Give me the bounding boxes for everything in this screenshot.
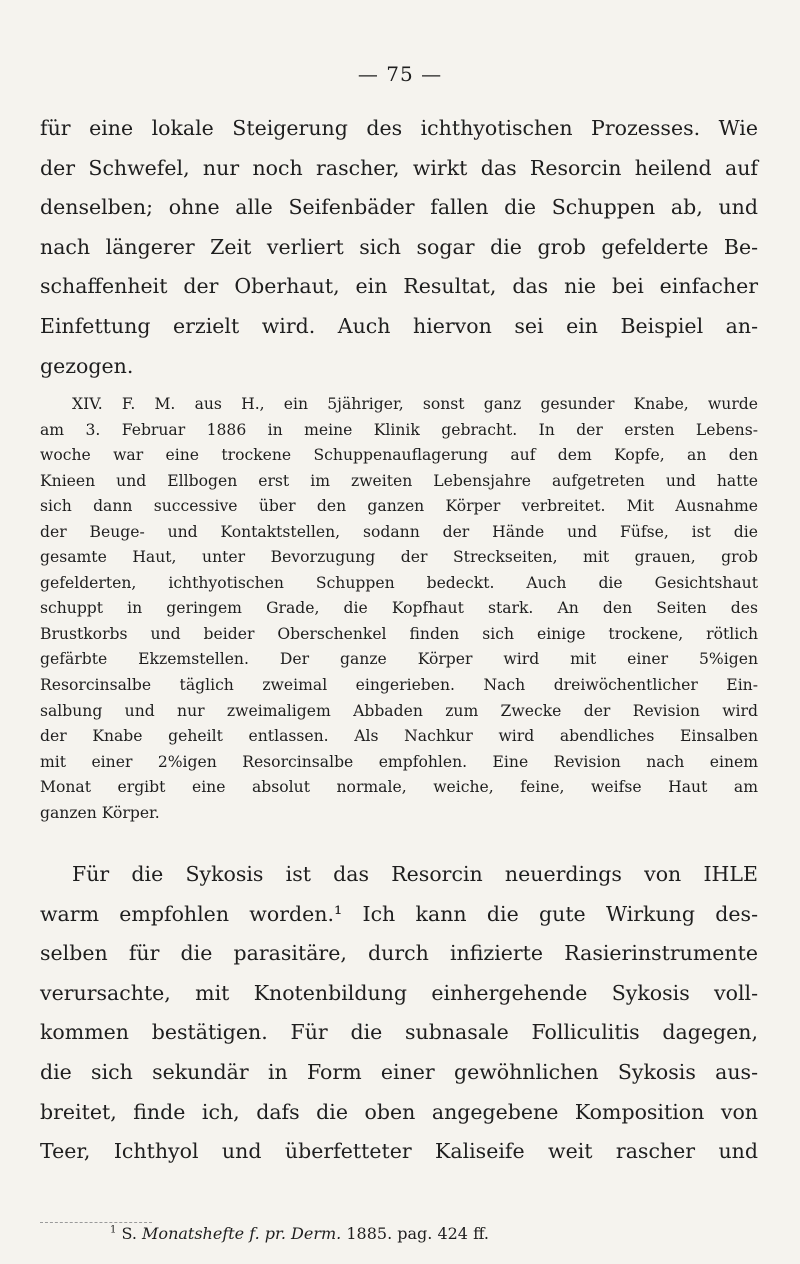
- text-line: gefärbte Ekzemstellen. Der ganze Körper wird mit einer 5%igen: [40, 650, 758, 669]
- text-line: Knieen und Ellbogen erst im zweiten Lebensjahre aufgetreten und hatte: [40, 471, 758, 490]
- text-line: der Beuge- und Kontaktstellen, sodann der Hände und Füfse, ist die: [40, 522, 758, 541]
- text-line: breitet, finde ich, dafs die oben angegebene Komposition von: [40, 1099, 758, 1124]
- text-line: warm empfohlen worden.¹ Ich kann die gute Wirkung des-: [40, 901, 758, 926]
- text-line: verursachte, mit Knotenbildung einhergehende Sykosis voll-: [40, 980, 758, 1005]
- footnote-prefix: S.: [121, 1224, 137, 1243]
- text-line: Einfettung erzielt wird. Auch hiervon sei ein Beispiel an-: [40, 313, 758, 338]
- footnote-journal: Monatshefte f. pr. Derm.: [142, 1224, 342, 1243]
- text-line: Monat ergibt eine absolut normale, weiche, feine, weifse Haut am: [40, 778, 758, 797]
- footnote: [110, 1224, 489, 1243]
- text-line: woche war eine trockene Schuppenauflagerung auf dem Kopfe, an den: [40, 446, 758, 465]
- text-line: mit einer 2%igen Resorcinsalbe empfohlen. Eine Revision nach einem: [40, 752, 758, 771]
- text-line: ganzen Körper.: [40, 803, 160, 822]
- paragraph-ichthyosis: [40, 109, 758, 386]
- text-line: kommen bestätigen. Für die subnasale Folliculitis dagegen,: [40, 1020, 758, 1045]
- text-line: der Knabe geheilt entlassen. Als Nachkur wird abendliches Einsalben: [40, 727, 758, 746]
- page-number: — 75 —: [357, 62, 443, 86]
- text-line: sich dann successive über den ganzen Körper verbreitet. Mit Ausnahme: [40, 497, 758, 516]
- text-line: gesamte Haut, unter Bevorzugung der Streckseiten, mit grauen, grob: [40, 548, 758, 567]
- text-line: salbung und nur zweimaligem Abbaden zum Zwecke der Revision wird: [40, 701, 758, 720]
- text-line: gezogen.: [40, 353, 134, 378]
- text-line: für eine lokale Steigerung des ichthyotischen Prozesses. Wie: [40, 116, 758, 140]
- text-line: Brustkorbs und beider Oberschenkel finden sich einige trockene, rötlich: [40, 624, 758, 643]
- paragraph-sykosis: [40, 855, 758, 1172]
- text-line: selben für die parasitäre, durch infizierte Rasierinstrumente: [40, 941, 758, 966]
- text-line: schuppt in geringem Grade, die Kopfhaut stark. An den Seiten des: [40, 599, 758, 618]
- text-line: gefelderten, ichthyotischen Schuppen bedeckt. Auch die Gesichtshaut: [40, 573, 758, 592]
- text-line: Für die Sykosis ist das Resorcin neuerdings von IHLE: [72, 862, 758, 886]
- text-line: schaffenheit der Oberhaut, ein Resultat, das nie bei einfacher: [40, 274, 758, 299]
- text-line: XIV. F. M. aus H., ein 5jähriger, sonst ganz gesunder Knabe, wurde: [72, 395, 758, 413]
- footnote-divider: [40, 1222, 152, 1223]
- text-line: Resorcinsalbe täglich zweimal eingerieben. Nach dreiwöchentlicher Ein-: [40, 676, 758, 695]
- case-report-xiv: [40, 392, 758, 826]
- text-line: Teer, Ichthyol und überfetteter Kaliseife weit rascher und: [40, 1139, 758, 1164]
- text-line: der Schwefel, nur noch rascher, wirkt das Resorcin heilend auf: [40, 155, 758, 180]
- text-line: denselben; ohne alle Seifenbäder fallen die Schuppen ab, und: [40, 195, 758, 220]
- footnote-suffix: 1885. pag. 424 ff.: [346, 1224, 489, 1243]
- footnote-marker: 1: [110, 1224, 117, 1236]
- text-line: die sich sekundär in Form einer gewöhnlichen Sykosis aus-: [40, 1059, 758, 1084]
- text-line: nach längerer Zeit verliert sich sogar die grob gefelderte Be-: [40, 234, 758, 259]
- text-line: am 3. Februar 1886 in meine Klinik gebracht. In der ersten Lebens-: [40, 420, 758, 439]
